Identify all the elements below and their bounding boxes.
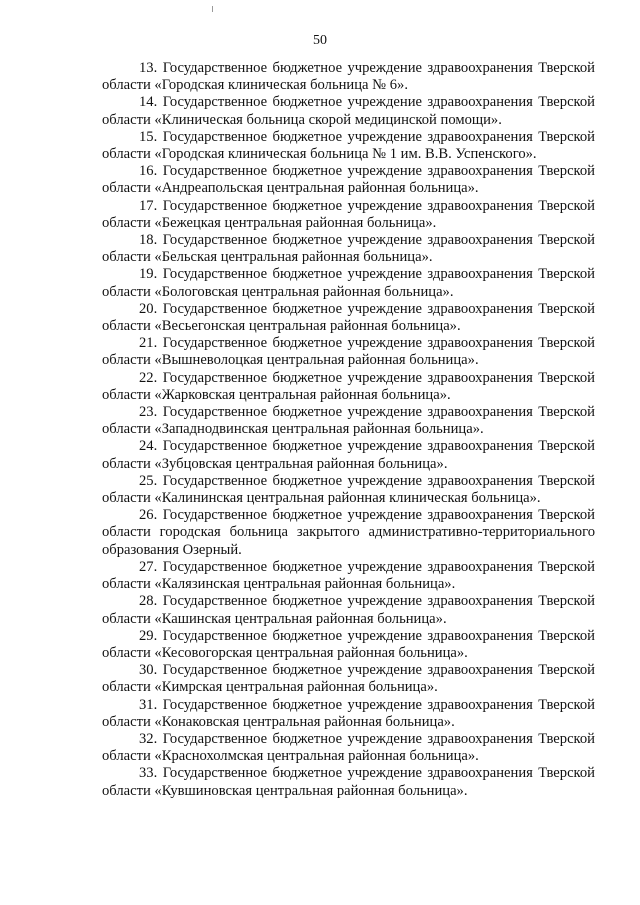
list-item: 30. Государственное бюджетное учреждение здравоохранения Тверской области «Кимрская центральная районная больница». bbox=[102, 662, 595, 696]
list-item: 25. Государственное бюджетное учреждение здравоохранения Тверской области «Калининская центральная районная клиническая больница». bbox=[102, 472, 595, 507]
list-item: 21. Государственное бюджетное учреждение здравоохранения Тверской области «Вышневолоцкая центральная районная больница». bbox=[102, 335, 595, 369]
list-item: 15. Государственное бюджетное учреждение здравоохранения Тверской области «Городская клиническая больница № 1 им. В.В. Успенского». bbox=[102, 128, 595, 163]
list-item: 16. Государственное бюджетное учреждение здравоохранения Тверской области «Андреапольская центральная районная больница». bbox=[102, 163, 595, 197]
list-item: 32. Государственное бюджетное учреждение здравоохранения Тверской области «Краснохолмская центральная районная больница». bbox=[102, 730, 595, 765]
list-item: 14. Государственное бюджетное учреждение здравоохранения Тверской области «Клиническая больница скорой медицинской помощи». bbox=[102, 94, 595, 128]
list-item: 26. Государственное бюджетное учреждение здравоохранения Тверской области городская больница закрытого административно-территориального образования Озерный. bbox=[102, 507, 595, 558]
list-item: 17. Государственное бюджетное учреждение здравоохранения Тверской области «Бежецкая центральная районная больница». bbox=[102, 197, 595, 231]
list-item: 24. Государственное бюджетное учреждение здравоохранения Тверской области «Зубцовская центральная районная больница». bbox=[102, 438, 595, 472]
list-item: 27. Государственное бюджетное учреждение здравоохранения Тверской области «Калязинская центральная районная больница». bbox=[102, 558, 595, 593]
list-item: 29. Государственное бюджетное учреждение здравоохранения Тверской области «Кесовогорская центральная районная больница». bbox=[102, 627, 595, 661]
list-item: 20. Государственное бюджетное учреждение здравоохранения Тверской области «Весьегонская центральная районная больница». bbox=[102, 300, 595, 335]
list-item: 22. Государственное бюджетное учреждение здравоохранения Тверской области «Жарковская центральная районная больница». bbox=[102, 369, 595, 403]
list-item: 31. Государственное бюджетное учреждение здравоохранения Тверской области «Конаковская центральная районная больница». bbox=[102, 696, 595, 730]
list-item: 19. Государственное бюджетное учреждение здравоохранения Тверской области «Бологовская центральная районная больница». bbox=[102, 266, 595, 300]
list-item: 13. Государственное бюджетное учреждение здравоохранения Тверской области «Городская клиническая больница № 6». bbox=[102, 60, 595, 94]
page-number: 50 bbox=[313, 33, 327, 48]
list-item: 33. Государственное бюджетное учреждение здравоохранения Тверской области «Кувшиновская центральная районная больница». bbox=[102, 765, 595, 799]
list-item: 28. Государственное бюджетное учреждение здравоохранения Тверской области «Кашинская центральная районная больница». bbox=[102, 593, 595, 627]
scan-artifact-mark bbox=[212, 6, 213, 12]
list-item: 18. Государственное бюджетное учреждение здравоохранения Тверской области «Бельская центральная районная больница». bbox=[102, 232, 595, 266]
list-item: 23. Государственное бюджетное учреждение здравоохранения Тверской области «Западнодвинская центральная районная больница». bbox=[102, 404, 595, 438]
institution-list bbox=[102, 60, 595, 800]
